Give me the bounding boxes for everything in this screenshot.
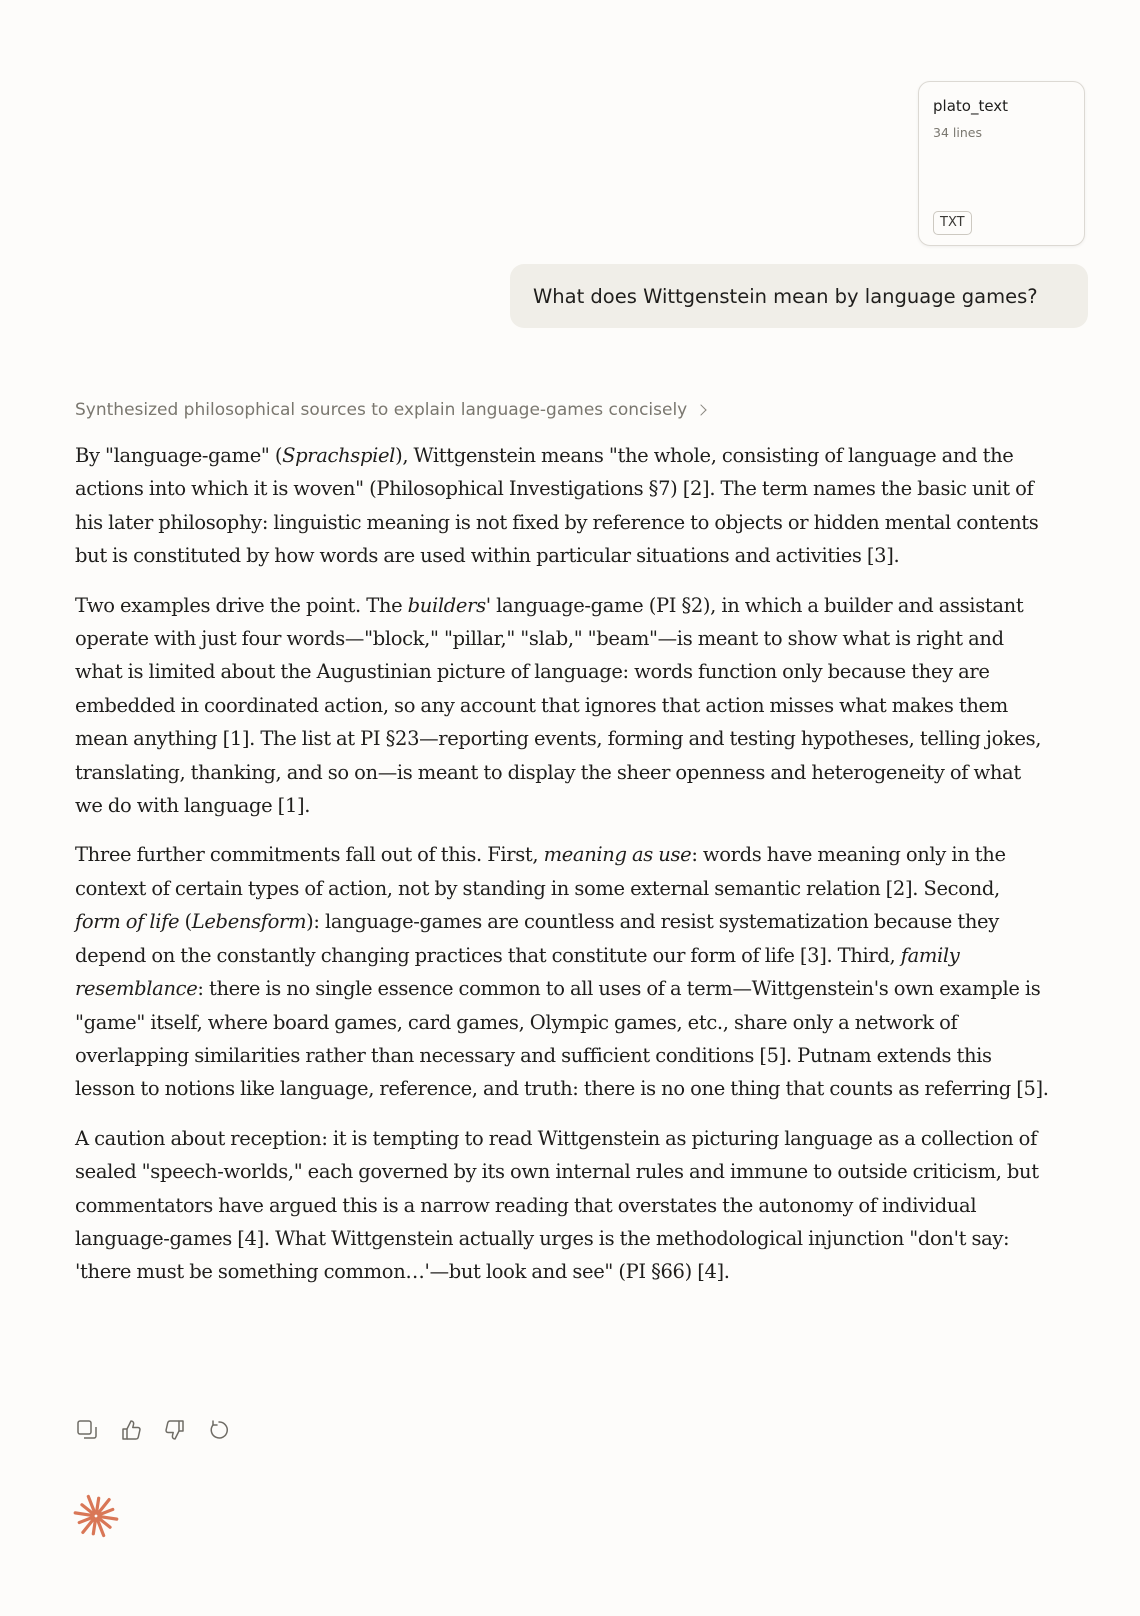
response-paragraph: Two examples drive the point. The builders' language-game (PI §2), in which a builder and assistant operate with just four words—"block," "pillar," "slab," "beam"—is meant to show what is right and what is limited about the Augustinian picture of language: words function only because they are embedded in coordinated action, so any account that ignores that action misses what makes them mean anything [1]. The list at PI §23—reporting events, forming and testing hypotheses, telling jokes, translating, thanking, and so on—is meant to display the sheer openness and heterogeneity of what we do with language [1].	[75, 593, 1042, 818]
attachment-type-badge: TXT	[933, 211, 972, 235]
user-message-bubble	[510, 264, 1088, 328]
attachment-card[interactable]	[918, 81, 1085, 246]
thinking-summary-toggle[interactable]	[75, 400, 705, 420]
user-message-text: What does Wittgenstein mean by language games?	[533, 284, 1038, 308]
response-action-bar	[75, 1418, 231, 1442]
claude-logo-icon	[73, 1493, 119, 1539]
response-paragraph: By "language-game" (Sprachspiel), Wittgenstein means "the whole, consisting of language and the actions into which it is woven" (Philosophical Investigations §7) [2]. The term names the basic unit of his later philosophy: linguistic meaning is not fixed by reference to objects or hidden mental contents but is constituted by how words are used within particular situations and activities [3].	[75, 444, 1039, 568]
attachment-filename: plato_text	[933, 97, 1009, 115]
thumbs-down-icon	[164, 1419, 186, 1441]
thumbs-up-button[interactable]	[119, 1418, 143, 1442]
copy-icon	[76, 1419, 98, 1441]
thumbs-up-icon	[120, 1419, 142, 1441]
attachment-line-count: 34 lines	[933, 125, 982, 140]
retry-icon	[208, 1419, 230, 1441]
thinking-summary-text: Synthesized philosophical sources to explain language-games concisely	[75, 400, 688, 420]
assistant-response	[75, 439, 1050, 1305]
copy-button[interactable]	[75, 1418, 99, 1442]
chevron-right-icon	[696, 404, 707, 415]
thumbs-down-button[interactable]	[163, 1418, 187, 1442]
retry-button[interactable]	[207, 1418, 231, 1442]
response-paragraph: A caution about reception: it is tempting to read Wittgenstein as picturing language as a collection of sealed "speech-worlds," each governed by its own internal rules and immune to outside criticism, but commentators have argued this is a narrow reading that overstates the autonomy of individual language-games [4]. What Wittgenstein actually urges is the methodological injunction "don't say: 'there must be something common…'—but look and see" (PI §66) [4].	[75, 1126, 1039, 1284]
response-paragraph: Three further commitments fall out of this. First, meaning as use: words have meaning only in the context of certain types of action, not by standing in some external semantic relation [2]. Second, form of life (Lebensform): language-games are countless and resist systematization because they depend on the constantly changing practices that constitute our form of life [3]. Third, family resemblance: there is no single essence common to all uses of a term—Wittgenstein's own example is "game" itself, where board games, card games, Olympic games, etc., share only a network of overlapping similarities rather than necessary and sufficient conditions [5]. Putnam extends this lesson to notions like language, reference, and truth: there is no one thing that counts as referring [5].	[75, 843, 1049, 1101]
